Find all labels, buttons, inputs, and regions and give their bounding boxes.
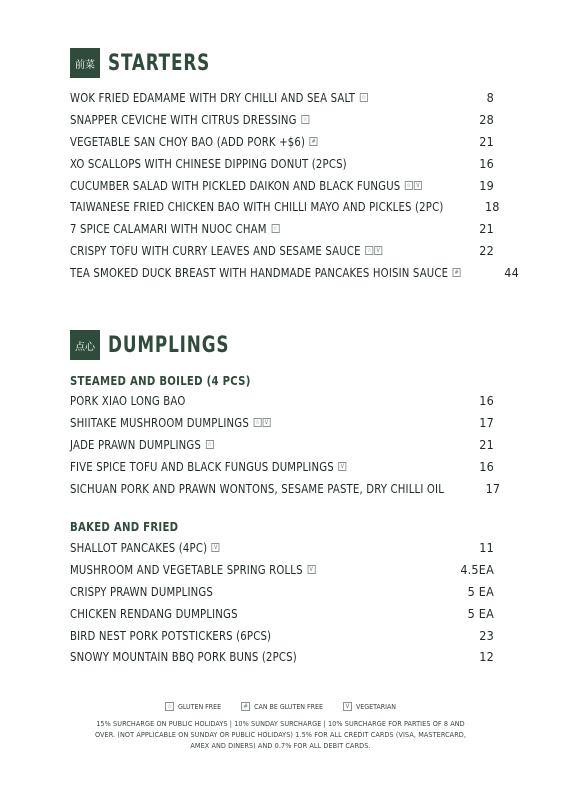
menu-item-name: SHIITAKE MUSHROOM DUMPLINGS <box>70 415 249 431</box>
menu-item-price: 22 <box>479 242 494 258</box>
menu-item-price: 44 <box>504 264 519 280</box>
gluten-free-icon: ☆ <box>165 702 174 711</box>
menu-item-name-wrap <box>70 156 347 171</box>
vegetarian-icon: V <box>343 702 352 711</box>
menu-item-name: CRISPY TOFU WITH CURRY LEAVES AND SESAME SAUCE <box>70 242 361 258</box>
menu-item-price: 23 <box>479 627 494 643</box>
menu-item-price: 18 <box>484 199 500 215</box>
gluten-free-icon: ☆ <box>361 94 366 102</box>
surcharge-footnote: 15% SURCHARGE ON PUBLIC HOLIDAYS | 10% SUNDAY SURCHARGE | 10% SURCHARGE FOR PARTIES OF 8 AND OVER. (NOT APPLICABLE ON SUNDAY OR PUBLIC HOLIDAYS) 1.5% FOR ALL CREDIT CARDS (VISA, MASTERCARD, AMEX AND DINERS) AND 0.7% FOR ALL DEBIT CARDS. <box>94 719 467 750</box>
menu-item-name-wrap <box>70 243 382 258</box>
menu-item <box>70 261 519 283</box>
can-be-gluten-free-icon: # <box>454 268 459 276</box>
menu-item-price: 19 <box>479 177 494 193</box>
menu-item <box>70 174 494 196</box>
menu-item-price: 21 <box>479 221 494 237</box>
menu-item-price: 16 <box>479 393 494 409</box>
vegetarian-icon: V <box>307 565 315 574</box>
menu-item-name: WOK FRIED EDAMAME WITH DRY CHILLI AND SEA SALT <box>70 90 356 106</box>
dietary-legend <box>0 702 561 711</box>
steamed-subheading: STEAMED AND BOILED (4 PCS) <box>70 373 251 388</box>
menu-item-price: 17 <box>485 480 501 496</box>
menu-item-name: PORK XIAO LONG BAO <box>70 393 186 409</box>
menu-item-name-wrap <box>70 628 271 643</box>
menu-item <box>70 602 494 624</box>
menu-item <box>70 196 500 218</box>
menu-item-name-wrap <box>70 112 309 127</box>
vegetarian-icon: V <box>374 246 382 255</box>
menu-item-name: BIRD NEST PORK POTSTICKERS (6PCS) <box>70 627 272 643</box>
gluten-free-icon: ☆ <box>302 116 308 124</box>
menu-item-name-wrap <box>70 481 444 496</box>
gluten-free-icon: ☆ <box>366 246 372 254</box>
menu-item-price: 16 <box>479 155 494 171</box>
menu-item-price: 28 <box>479 112 494 128</box>
vegetarian-icon: V <box>338 462 346 471</box>
dumplings-title: DUMPLINGS <box>108 332 230 358</box>
menu-item-name-wrap <box>70 90 368 105</box>
legend-item <box>241 702 323 711</box>
dumplings-badge: 点心 <box>70 330 100 360</box>
menu-item-name-wrap <box>70 393 185 408</box>
menu-item <box>70 455 494 477</box>
menu-item <box>70 477 501 499</box>
menu-item <box>70 131 494 153</box>
menu-item-price: 8 <box>486 90 494 106</box>
starters-badge: 前菜 <box>70 48 100 78</box>
baked-subheading: BAKED AND FRIED <box>70 519 179 534</box>
menu-item <box>70 624 494 646</box>
menu-item-name-wrap <box>70 178 422 193</box>
menu-item-name-wrap <box>70 540 220 555</box>
menu-item-price: 17 <box>479 415 494 431</box>
vegetarian-icon: V <box>414 181 422 190</box>
can-be-gluten-free-icon: # <box>311 137 316 145</box>
menu-item-price: 12 <box>479 649 494 665</box>
menu-item <box>70 434 494 456</box>
menu-item-name: CUCUMBER SALAD WITH PICKLED DAIKON AND BLACK FUNGUS <box>70 177 401 193</box>
menu-item-name-wrap <box>70 199 443 214</box>
gluten-free-icon: ☆ <box>207 440 212 448</box>
dumplings-header <box>70 330 251 360</box>
vegetarian-icon: V <box>212 543 220 552</box>
menu-item-name: JADE PRAWN DUMPLINGS <box>70 436 201 452</box>
menu-item <box>70 218 494 240</box>
menu-item-price: 21 <box>479 133 494 149</box>
menu-item-name: 7 SPICE CALAMARI WITH NUOC CHAM <box>70 221 267 237</box>
menu-item-name: SNAPPER CEVICHE WITH CITRUS DRESSING <box>70 112 297 128</box>
menu-item <box>70 537 494 559</box>
menu-item-name-wrap <box>70 562 315 577</box>
steamed-list <box>70 390 501 499</box>
menu-item-name-wrap <box>70 459 346 474</box>
baked-list <box>70 537 494 668</box>
menu-item-name-wrap <box>70 606 238 621</box>
gluten-free-icon: ☆ <box>406 181 412 189</box>
menu-item <box>70 109 494 131</box>
menu-item <box>70 240 494 262</box>
menu-item-name-wrap <box>70 134 318 149</box>
legend-label: VEGETARIAN <box>355 702 396 711</box>
menu-item-name: TAIWANESE FRIED CHICKEN BAO WITH CHILLI MAYO AND PICKLES (2PC) <box>70 199 444 215</box>
menu-item-name: CHICKEN RENDANG DUMPLINGS <box>70 605 238 621</box>
menu-item-price: 5 EA <box>467 583 494 599</box>
menu-item-name: VEGETABLE SAN CHOY BAO (ADD PORK +$6) <box>70 133 306 149</box>
menu-item-price: 16 <box>479 458 494 474</box>
menu-item-name: CRISPY PRAWN DUMPLINGS <box>70 583 214 599</box>
menu-item-name: XO SCALLOPS WITH CHINESE DIPPING DONUT (2PCS) <box>70 155 347 171</box>
menu-item-name-wrap <box>70 221 279 236</box>
vegetarian-icon: V <box>262 418 270 427</box>
menu-item-name: TEA SMOKED DUCK BREAST WITH HANDMADE PANCAKES HOISIN SAUCE <box>70 264 449 280</box>
menu-item-name-wrap <box>70 265 461 280</box>
menu-item <box>70 390 494 412</box>
menu-item <box>70 581 494 603</box>
menu-item-price: 4.5EA <box>460 562 494 578</box>
menu-item-price: 5 EA <box>467 605 494 621</box>
menu-item-name-wrap <box>70 584 213 599</box>
menu-item-name: SHALLOT PANCAKES (4PC) <box>70 540 208 556</box>
menu-item <box>70 559 494 581</box>
menu-item-name-wrap <box>70 649 297 664</box>
menu-item-name: MUSHROOM AND VEGETABLE SPRING ROLLS <box>70 562 303 578</box>
legend-item <box>343 702 396 711</box>
menu-item <box>70 87 494 109</box>
menu-item <box>70 152 494 174</box>
gluten-free-icon: ☆ <box>272 225 278 233</box>
starters-header <box>70 48 228 78</box>
menu-item <box>70 412 494 434</box>
menu-item-name-wrap <box>70 415 271 430</box>
menu-item <box>70 646 494 668</box>
menu-item-name: FIVE SPICE TOFU AND BLACK FUNGUS DUMPLINGS <box>70 458 334 474</box>
menu-item-price: 11 <box>479 540 494 556</box>
legend-label: CAN BE GLUTEN FREE <box>254 702 323 711</box>
legend-label: GLUTEN FREE <box>177 702 222 711</box>
can-be-gluten-free-icon: # <box>241 702 250 711</box>
menu-item-name: SICHUAN PORK AND PRAWN WONTONS, SESAME PASTE, DRY CHILLI OIL <box>70 480 445 496</box>
gluten-free-icon: ☆ <box>255 419 260 427</box>
menu-item-name: SNOWY MOUNTAIN BBQ PORK BUNS (2PCS) <box>70 649 297 665</box>
starters-title: STARTERS <box>108 50 211 76</box>
starters-list <box>70 87 519 283</box>
menu-item-price: 21 <box>479 436 494 452</box>
legend-item <box>165 702 221 711</box>
menu-item-name-wrap <box>70 437 214 452</box>
